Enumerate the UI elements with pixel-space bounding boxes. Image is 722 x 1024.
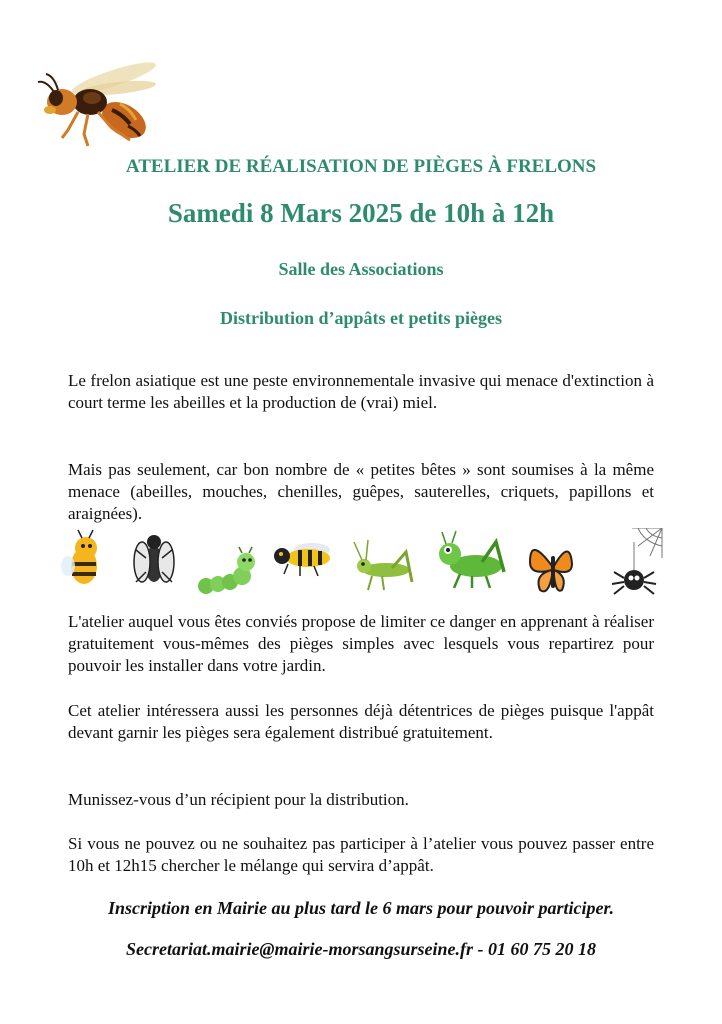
paragraph-threatened-species: Mais pas seulement, car bon nombre de « petites bêtes » sont soumises à la même menace (abeilles, mouches, chenilles, guêpes, sauterelles, criquets, papillons et araignées). xyxy=(68,460,654,523)
hornet-icon xyxy=(22,52,162,152)
event-location: Salle des Associations xyxy=(278,259,444,279)
grasshopper-icon xyxy=(354,540,412,590)
bee-icon xyxy=(61,530,97,584)
paragraph-container: Munissez-vous d’un récipient pour la distribution. xyxy=(68,790,409,809)
wasp-icon xyxy=(274,543,330,576)
event-date: Samedi 8 Mars 2025 de 10h à 12h xyxy=(167,198,555,228)
spider-icon xyxy=(612,528,662,594)
paragraph-bait: Cet atelier intéressera aussi les personnes déjà détentrices de pièges puisque l'appât devant garnir les pièges sera également distribué gratuitement. xyxy=(68,701,654,742)
paragraph-workshop: L'atelier auquel vous êtes conviés propose de limiter ce danger en apprenant à réaliser gratuitement vous-mêmes des pièges simples avec lesquels vous repartirez pour pouvoir les installer dans votre jardin. xyxy=(68,612,654,675)
butterfly-icon xyxy=(530,550,572,591)
registration-note: Inscription en Mairie au plus tard le 6 mars pour pouvoir participer. xyxy=(107,898,615,918)
page-title: ATELIER DE RÉALISATION DE PIÈGES À FRELONS xyxy=(125,156,597,177)
caterpillar-icon xyxy=(198,547,255,594)
cricket-icon xyxy=(439,531,504,588)
fly-icon xyxy=(134,535,174,582)
event-subtitle: Distribution d’appâts et petits pièges xyxy=(219,308,502,328)
paragraph-pickup: Si vous ne pouvez ou ne souhaitez pas participer à l’atelier vous pouvez passer entre 10h et 12h15 chercher le mélange qui servira d’appât. xyxy=(68,834,654,875)
paragraph-intro: Le frelon asiatique est une peste environnementale invasive qui menace d'extinction à court terme les abeilles et la production de (vrai) miel. xyxy=(68,371,654,412)
contact-line: Secretariat.mairie@mairie-morsangsurseine.fr - 01 60 75 20 18 xyxy=(126,939,596,959)
insect-illustrations xyxy=(56,528,670,598)
